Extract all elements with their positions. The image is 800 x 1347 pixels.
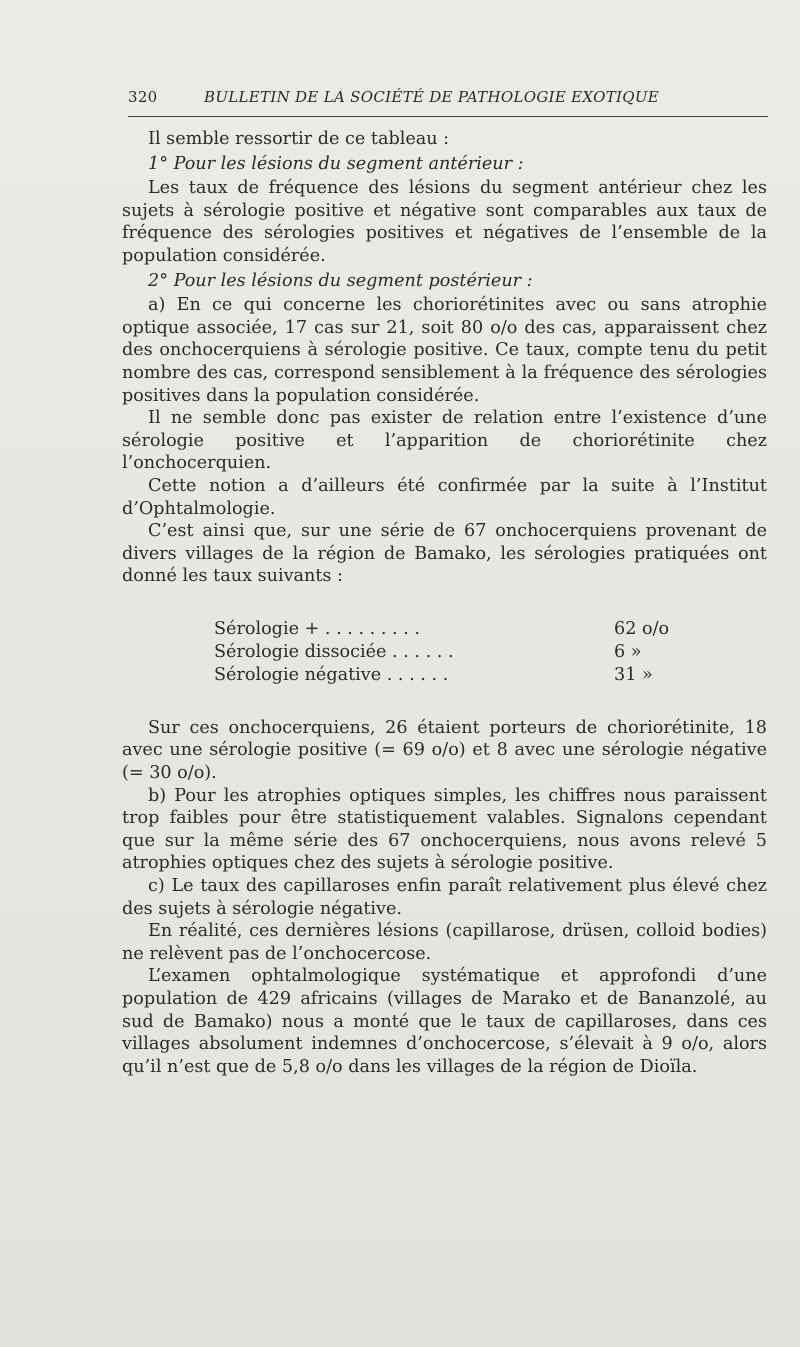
serology-table bbox=[214, 618, 694, 687]
page-number: 320 bbox=[128, 88, 158, 106]
row-label: Sérologie + . . . . . . . . . bbox=[214, 618, 420, 639]
row-value: 31 » bbox=[614, 664, 653, 685]
paragraph: Sur ces onchocerquiens, 26 étaient porteurs de choriorétinite, 18 avec une sérologie positive (= 69 o/o) et 8 avec une sérologie négative (= 30 o/o). bbox=[122, 717, 767, 784]
row-value: 6 » bbox=[614, 641, 642, 662]
table-row bbox=[214, 618, 694, 641]
section-heading-anterior: 1° Pour les lésions du segment antérieur : bbox=[148, 153, 524, 174]
header-rule bbox=[128, 116, 768, 117]
page-header bbox=[128, 88, 768, 112]
table-row bbox=[214, 664, 694, 687]
paragraph: L’examen ophtalmologique systématique et approfondi d’une population de 429 africains (villages de Marako et de Bananzolé, au sud de Bamako) nous a monté que le taux de capillaroses, dans ces villages absolument indemnes d’onchocercose, s’élevait à 9 o/o, alors qu’il n’est que de 5,8 o/o dans les villages de la région de Dioïla. bbox=[122, 966, 767, 1077]
running-title: BULLETIN DE LA SOCIÉTÉ DE PATHOLOGIE EXOTIQUE bbox=[204, 88, 660, 106]
row-label: Sérologie dissociée . . . . . . bbox=[214, 641, 454, 662]
section-heading-posterior: 2° Pour les lésions du segment postérieur : bbox=[148, 270, 533, 291]
paragraph: a) En ce qui concerne les choriorétinites avec ou sans atrophie optique associée, 17 cas sur 21, soit 80 o/o des cas, apparaissent chez des onchocerquiens à sérologie positive. Ce taux, compte tenu du petit nombre des cas, correspond sensiblement à la fréquence des sérologies positives dans la population considérée. bbox=[122, 295, 767, 406]
paragraph: Il semble ressortir de ce tableau : bbox=[148, 129, 450, 149]
paragraph: Les taux de fréquence des lésions du segment antérieur chez les sujets à sérologie positive et négative sont comparables aux taux de fréquence des sérologies positives et négatives de l’ensemble de la population considérée. bbox=[122, 178, 767, 266]
row-label: Sérologie négative . . . . . . bbox=[214, 664, 449, 685]
paragraph: C’est ainsi que, sur une série de 67 onchocerquiens provenant de divers villages de la région de Bamako, les sérologies pratiquées ont donné les taux suivants : bbox=[122, 521, 767, 587]
paragraph: Il ne semble donc pas exister de relation entre l’existence d’une sérologie positive et l’apparition de choriorétinite chez l’onchocerquien. bbox=[122, 408, 767, 474]
paragraph: Cette notion a d’ailleurs été confirmée par la suite à l’Institut d’Ophtalmologie. bbox=[122, 475, 767, 519]
table-row bbox=[214, 641, 694, 664]
paragraph: c) Le taux des capillaroses enfin paraît relativement plus élevé chez des sujets à sérologie négative. bbox=[122, 876, 767, 919]
body-text bbox=[122, 128, 767, 1078]
paragraph: b) Pour les atrophies optiques simples, les chiffres nous paraissent trop faibles pour être statistiquement valables. Signalons cependant que sur la même série des 67 onchocerquiens, nous avons relevé 5 atrophies optiques chez des sujets à sérologie positive. bbox=[122, 785, 767, 874]
paragraph: En réalité, ces dernières lésions (capillarose, drüsen, colloid bodies) ne relèvent pas de l’onchocercose. bbox=[122, 921, 767, 964]
row-value: 62 o/o bbox=[614, 618, 670, 639]
